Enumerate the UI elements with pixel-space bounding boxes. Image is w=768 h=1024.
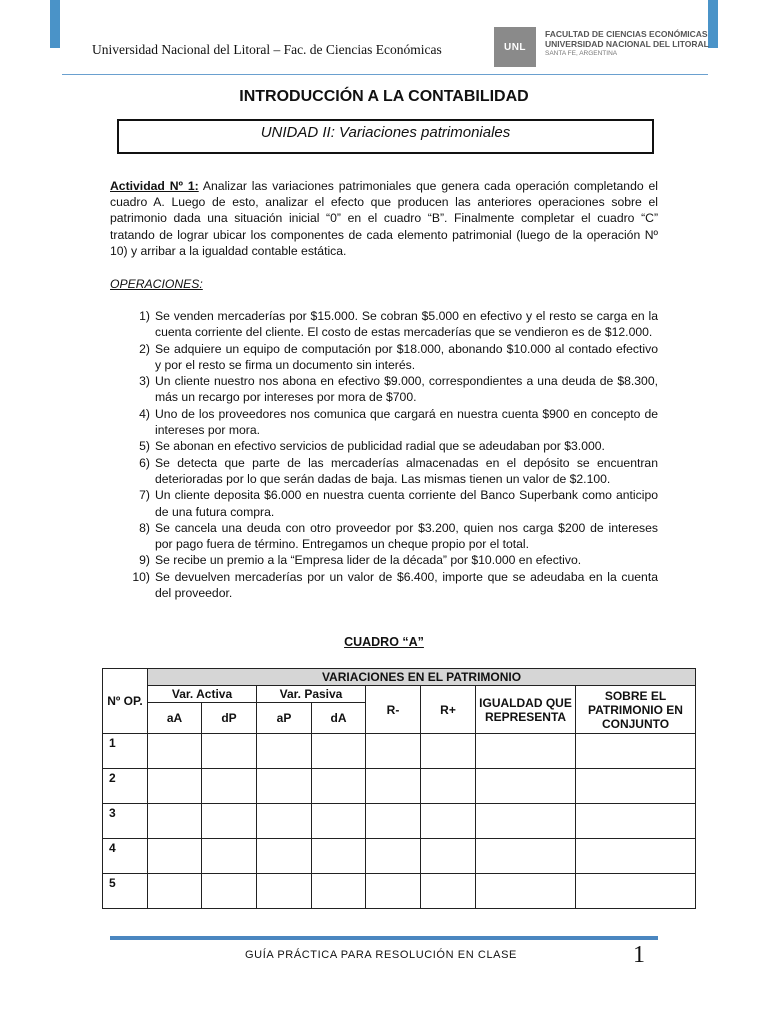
table-cell[interactable] <box>476 874 576 909</box>
activity-paragraph <box>110 178 658 259</box>
list-item <box>128 552 658 568</box>
list-item <box>128 487 658 520</box>
activity-label: Actividad Nº 1: <box>110 179 199 193</box>
item-text: Uno de los proveedores nos comunica que cargará en nuestra cuenta $900 en concepto de intereses por mora. <box>155 406 658 438</box>
table-cell[interactable] <box>202 839 257 874</box>
item-text: Se adquiere un equipo de computación por $18.000, abonando $10.000 al contado efectivo y por el resto se firma un documento sin interés. <box>155 341 658 372</box>
table-cell[interactable] <box>421 839 476 874</box>
table-cell[interactable] <box>202 804 257 839</box>
item-number: 1) <box>139 309 150 323</box>
logo-line-2: UNIVERSIDAD NACIONAL DEL LITORAL <box>545 39 709 49</box>
table-cell[interactable] <box>576 839 696 874</box>
list-item <box>128 520 658 553</box>
list-item <box>128 406 658 439</box>
item-number: 6) <box>139 455 150 470</box>
header-dP: dP <box>202 703 257 734</box>
list-item <box>128 455 658 488</box>
item-number: 8) <box>139 520 150 535</box>
table-cell[interactable] <box>312 839 366 874</box>
item-text: Un cliente nuestro nos abona en efectivo $9.000, correspondientes a una deuda de $8.300, más un recargo por intereses por mora de $700. <box>155 374 658 405</box>
item-number: 10) <box>132 569 150 584</box>
table-cell[interactable] <box>476 769 576 804</box>
table-cell[interactable] <box>312 874 366 909</box>
item-number: 4) <box>139 406 150 421</box>
table-cell[interactable] <box>421 769 476 804</box>
activity-text: Analizar las variaciones patrimoniales que genera cada operación completando el cuadro A. Luego de esto, analizar el efecto que producen las anteriores operaciones sobre el patrimonio dada una situación inicial “0” en el cuadro “B”. Finalmente completar el cuadro “C” tratando de lograr ubicar los componentes de cada elemento patrimonial (luego de la operación Nº 10) y arribar a la igualdad contable estática. <box>110 179 658 258</box>
table-cell[interactable] <box>366 734 421 769</box>
table-cell[interactable] <box>366 769 421 804</box>
list-item <box>128 373 658 406</box>
row-number: 4 <box>103 839 148 874</box>
unit-box <box>117 119 654 154</box>
table-cell[interactable] <box>202 874 257 909</box>
university-logo <box>494 27 709 67</box>
header-aP: aP <box>257 703 312 734</box>
header-r-minus: R- <box>366 686 421 734</box>
cuadro-title: CUADRO “A” <box>344 635 424 649</box>
operations-list <box>128 308 658 601</box>
table-row <box>103 804 696 839</box>
operations-heading: OPERACIONES: <box>110 277 203 291</box>
table-cell[interactable] <box>257 804 312 839</box>
table-cell[interactable] <box>421 804 476 839</box>
item-text: Se venden mercaderías por $15.000. Se cobran $5.000 en efectivo y el resto se carga en la cuenta corriente del cliente. El costo de estas mercaderías que se vendieron es de $12.000. <box>155 309 658 340</box>
table-cell[interactable] <box>148 874 202 909</box>
table-cell[interactable] <box>148 734 202 769</box>
table-cell[interactable] <box>312 804 366 839</box>
logo-text <box>545 29 709 59</box>
header-r-plus: R+ <box>421 686 476 734</box>
left-accent-bar <box>50 0 60 48</box>
row-number: 1 <box>103 734 148 769</box>
table-cell[interactable] <box>202 734 257 769</box>
logo-line-1: FACULTAD DE CIENCIAS ECONÓMICAS <box>545 29 708 39</box>
header-university: Universidad Nacional del Litoral – Fac. de Ciencias Económicas <box>92 42 442 57</box>
list-item <box>128 438 658 454</box>
table-row <box>103 874 696 909</box>
header-divider <box>62 74 708 75</box>
table-cell[interactable] <box>257 874 312 909</box>
table-cell[interactable] <box>576 769 696 804</box>
table-cell[interactable] <box>576 874 696 909</box>
header-num-op: Nº OP. <box>103 669 148 734</box>
row-number: 2 <box>103 769 148 804</box>
footer-text: GUÍA PRÁCTICA PARA RESOLUCIÓN EN CLASE <box>245 949 517 961</box>
table-row <box>103 839 696 874</box>
header-aA: aA <box>148 703 202 734</box>
table-row <box>103 769 696 804</box>
unl-logo-icon: UNL <box>494 27 536 67</box>
item-number: 5) <box>139 439 150 454</box>
footer-divider <box>110 936 658 940</box>
page-number: 1 <box>633 942 645 968</box>
item-number: 9) <box>139 553 150 568</box>
item-number: 3) <box>139 374 150 389</box>
row-number: 5 <box>103 874 148 909</box>
table-cell[interactable] <box>148 839 202 874</box>
list-item <box>128 569 658 602</box>
list-item <box>128 341 658 374</box>
unit-title: UNIDAD II: Variaciones patrimoniales <box>260 124 511 141</box>
item-text: Un cliente deposita $6.000 en nuestra cuenta corriente del Banco Superbank como anticipo de una futura compra. <box>155 488 658 519</box>
item-text: Se detecta que parte de las mercaderías almacenadas en el depósito se encuentran deterioradas por lo que serán dadas de baja. Las mismas tienen un valor de $2.100. <box>155 455 658 486</box>
document-title: INTRODUCCIÓN A LA CONTABILIDAD <box>239 88 529 105</box>
table-cell[interactable] <box>476 804 576 839</box>
table-cell[interactable] <box>366 804 421 839</box>
table-cell[interactable] <box>312 769 366 804</box>
item-number: 7) <box>139 488 150 503</box>
table-cell[interactable] <box>366 839 421 874</box>
list-item <box>128 308 658 341</box>
table-cell[interactable] <box>421 734 476 769</box>
table-cell[interactable] <box>476 839 576 874</box>
item-text: Se devuelven mercaderías por un valor de $6.400, importe que se adeudaba en la cuenta del proveedor. <box>155 569 658 601</box>
item-text: Se cancela una deuda con otro proveedor por $3.200, quien nos carga $200 de intereses por pago fuera de término. Entregamos un cheque propio por el total. <box>155 520 658 552</box>
right-accent-bar <box>708 0 718 48</box>
table-cell[interactable] <box>576 734 696 769</box>
row-number: 3 <box>103 804 148 839</box>
table-cell[interactable] <box>312 734 366 769</box>
header-igualdad: IGUALDAD QUE REPRESENTA <box>476 686 576 734</box>
table-cell[interactable] <box>257 734 312 769</box>
item-text: Se recibe un premio a la “Empresa lider de la década” por $10.000 en efectivo. <box>155 553 582 568</box>
header-variaciones: VARIACIONES EN EL PATRIMONIO <box>148 669 696 686</box>
table-cell[interactable] <box>366 874 421 909</box>
table-cell[interactable] <box>257 769 312 804</box>
table-cell[interactable] <box>257 839 312 874</box>
item-number: 2) <box>139 341 150 356</box>
header-var-pasiva: Var. Pasiva <box>257 686 366 703</box>
cuadro-a-table <box>102 668 696 909</box>
item-text: Se abonan en efectivo servicios de publicidad radial que se adeudaban por $3.000. <box>155 439 605 454</box>
table-cell[interactable] <box>476 734 576 769</box>
logo-line-3: SANTA FE, ARGENTINA <box>545 50 618 57</box>
table-cell[interactable] <box>421 874 476 909</box>
header-dA: dA <box>312 703 366 734</box>
header-var-activa: Var. Activa <box>148 686 257 703</box>
header-sobre-patrimonio: SOBRE EL PATRIMONIO EN CONJUNTO <box>576 686 696 734</box>
table-cell[interactable] <box>576 804 696 839</box>
table-cell[interactable] <box>148 769 202 804</box>
table-cell[interactable] <box>202 769 257 804</box>
table-cell[interactable] <box>148 804 202 839</box>
table-row <box>103 734 696 769</box>
